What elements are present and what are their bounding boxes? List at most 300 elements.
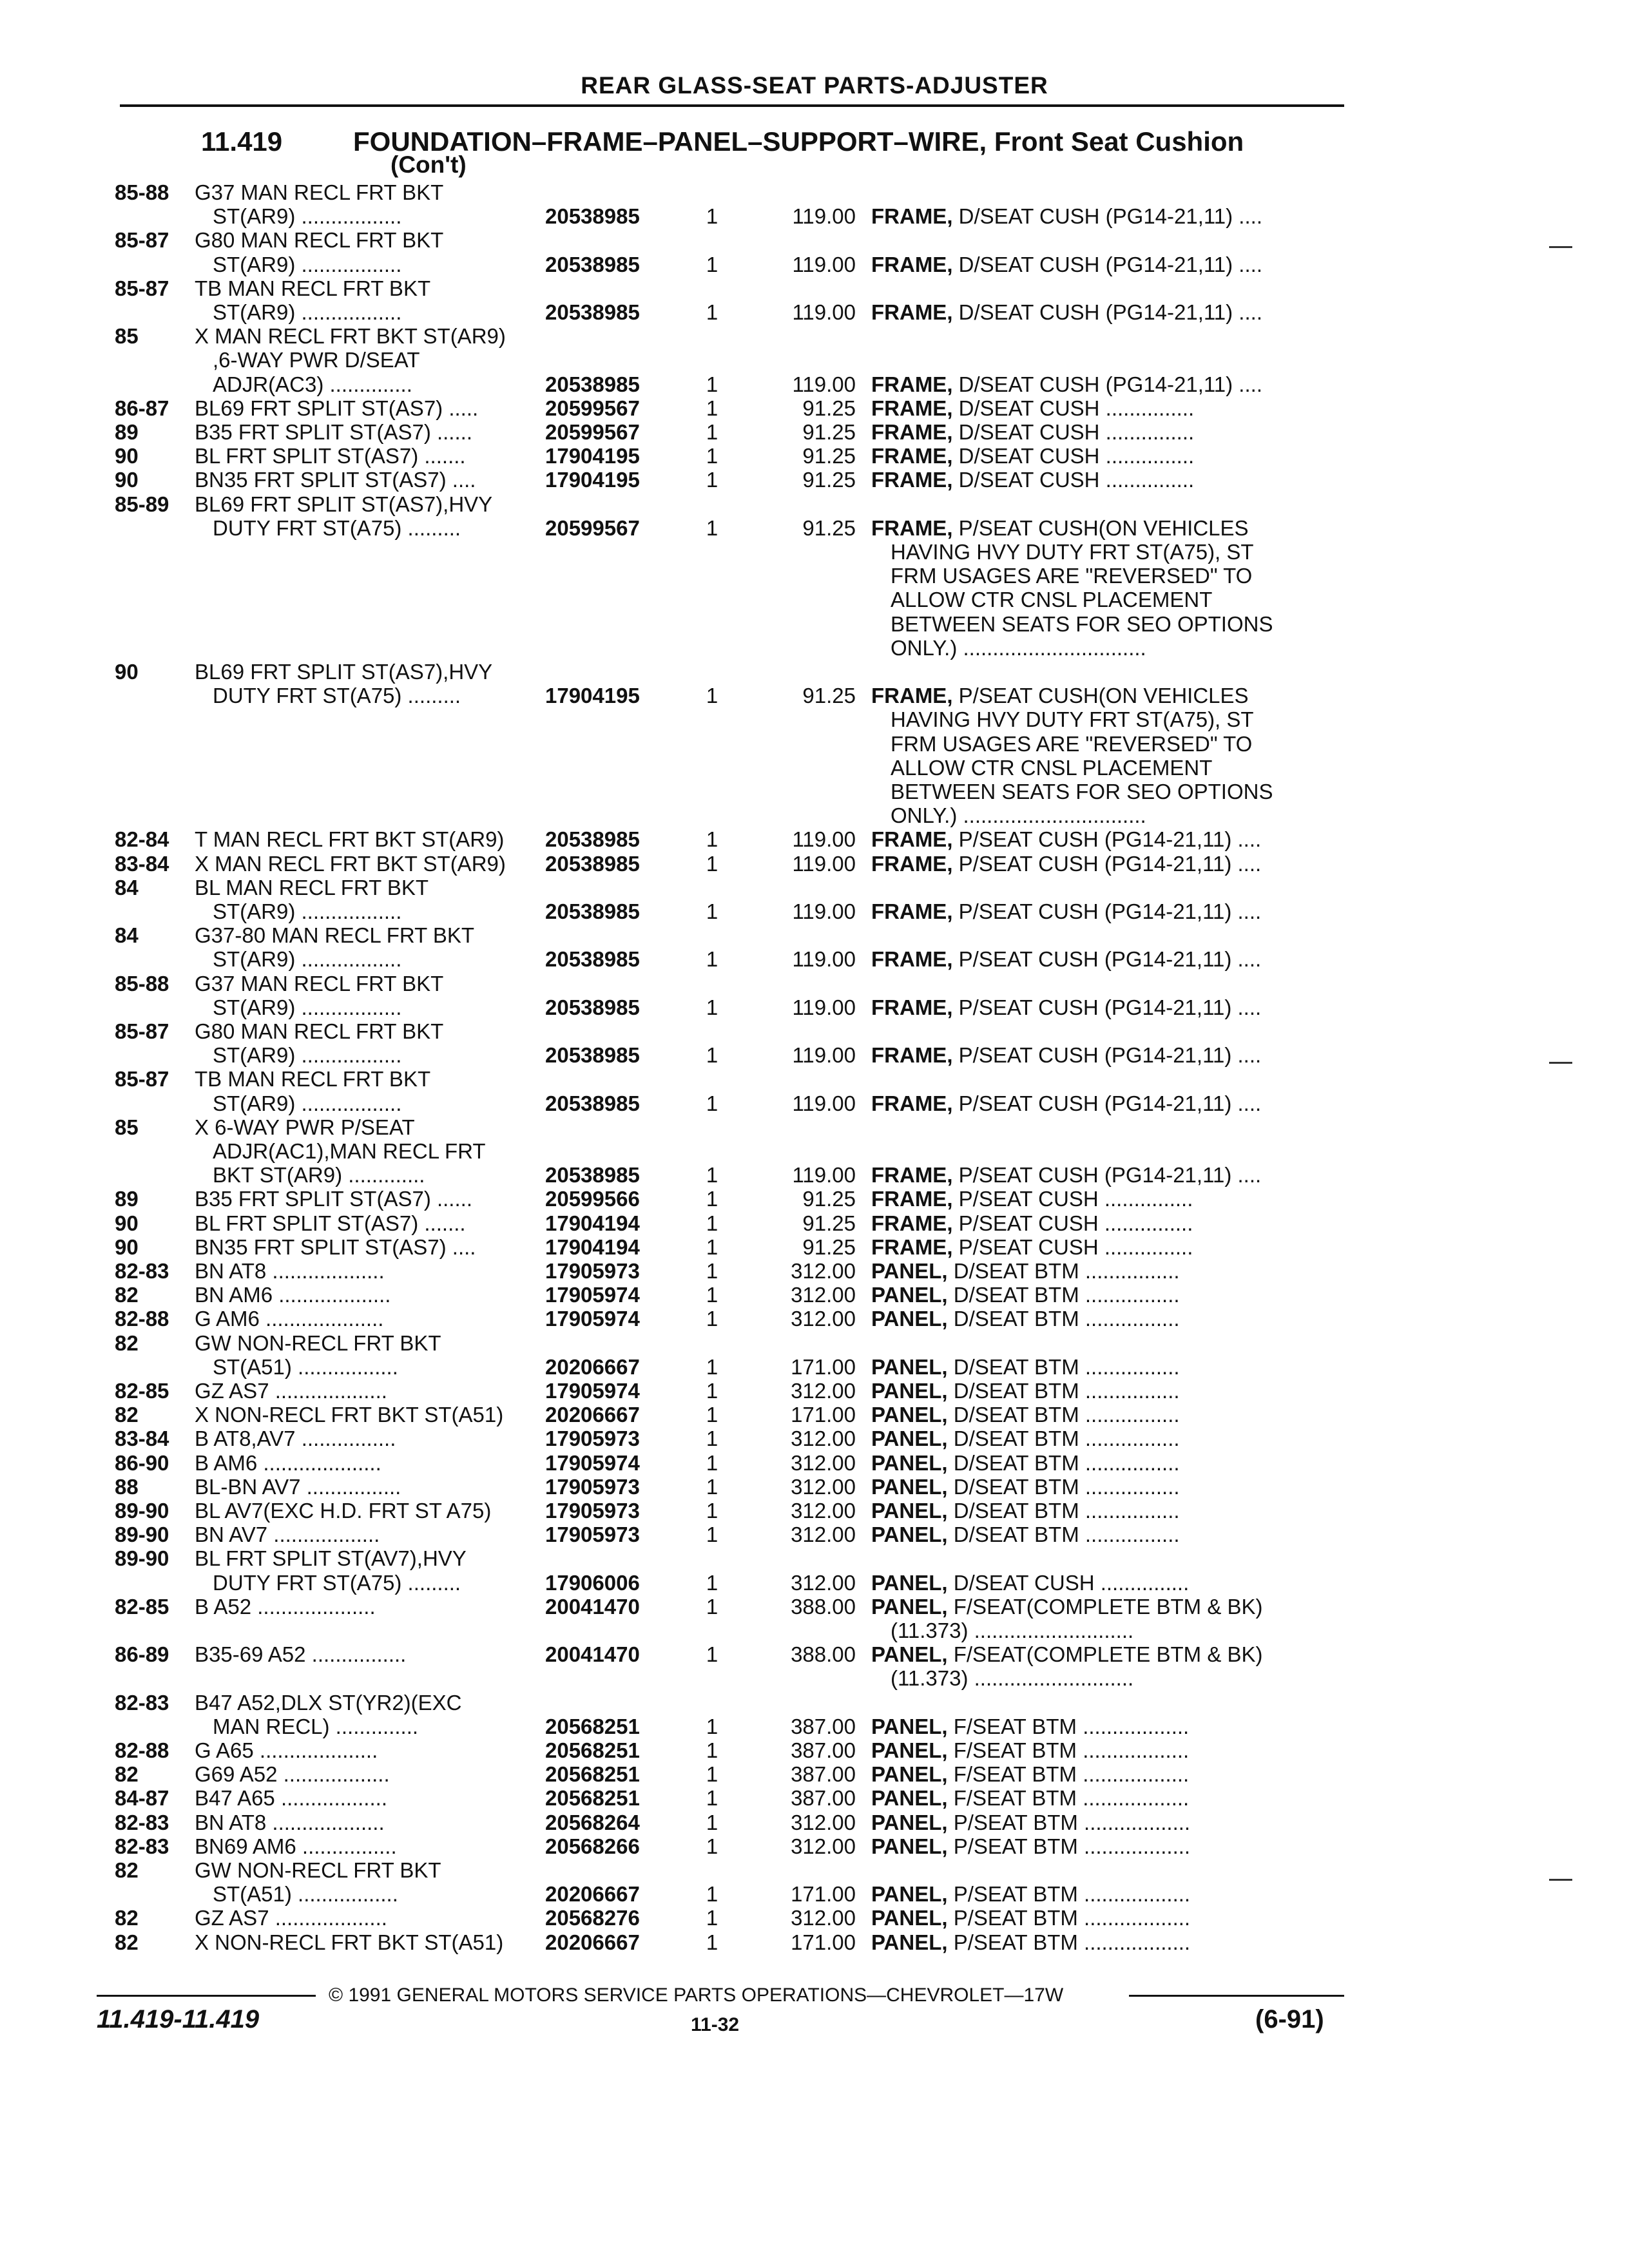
part-type: PANEL, [871,1642,948,1666]
table-row [0,1019,1629,1043]
model-description: TB MAN RECL FRT BKT [195,1067,431,1091]
part-number: 20538985 [545,852,640,876]
model-description: B A52 .................... [195,1595,376,1619]
part-detail: P/SEAT CUSH (PG14-21,11) .... [952,827,1262,851]
price: 119.00 [792,1043,856,1067]
price: 91.25 [802,1235,856,1259]
part-description [871,684,1347,707]
quantity: 1 [706,1642,718,1666]
quantity: 1 [706,1091,718,1115]
running-head: REAR GLASS-SEAT PARTS-ADJUSTER [581,72,1048,99]
part-description [871,253,1347,276]
table-row [0,876,1629,899]
table-row [0,707,1629,731]
price: 312.00 [791,1379,856,1403]
table-row [0,300,1629,324]
model-description: G80 MAN RECL FRT BKT [195,1019,444,1043]
table-row [0,1715,1629,1738]
part-number: 20538985 [545,300,640,324]
quantity: 1 [706,516,718,540]
part-description [871,827,1347,851]
part-description [871,995,1347,1019]
model-year: 82-83 [115,1259,169,1283]
table-row [0,1379,1629,1403]
model-description: BL MAN RECL FRT BKT [195,876,429,899]
part-type: PANEL, [871,1571,948,1595]
model-description: B47 A65 .................. [195,1786,387,1810]
price: 312.00 [791,1283,856,1307]
part-description [871,1379,1347,1403]
part-type: FRAME, [871,444,953,468]
margin-tick [1549,1879,1572,1881]
quantity: 1 [706,1762,718,1786]
part-description [871,1451,1347,1475]
part-detail: F/SEAT BTM .................. [947,1738,1190,1762]
part-number: 20538985 [545,253,640,276]
part-description [891,588,1366,611]
part-description [871,1930,1347,1954]
table-row [0,1834,1629,1858]
part-type: FRAME, [871,852,953,876]
part-detail: D/SEAT BTM ................ [947,1379,1180,1403]
model-description: BL FRT SPLIT ST(AV7),HVY [195,1546,467,1570]
table-row [0,1283,1629,1307]
part-detail: D/SEAT BTM ................ [947,1523,1180,1546]
quantity: 1 [706,1811,718,1834]
table-row [0,1882,1629,1906]
model-description: G37 MAN RECL FRT BKT [195,180,444,204]
model-year: 85-88 [115,180,169,204]
section-range: 11.419-11.419 [97,2005,260,2033]
model-description: G37 MAN RECL FRT BKT [195,972,444,995]
part-type: FRAME, [871,1043,953,1067]
price: 171.00 [791,1882,856,1906]
part-type: FRAME, [871,947,953,971]
model-description: G A65 .................... [195,1738,378,1762]
quantity: 1 [706,827,718,851]
model-year: 82 [115,1930,139,1954]
part-detail: P/SEAT CUSH (PG14-21,11) .... [952,1091,1262,1115]
part-description [871,1523,1347,1546]
part-type: PANEL, [871,1427,948,1450]
model-year: 85-87 [115,1019,169,1043]
model-year: 82-88 [115,1738,169,1762]
model-year: 82 [115,1906,139,1930]
model-year: 84-87 [115,1786,169,1810]
quantity: 1 [706,995,718,1019]
part-description [871,204,1347,228]
part-number: 17905973 [545,1427,640,1450]
price: 312.00 [791,1834,856,1858]
table-row [0,348,1629,372]
part-detail: F/SEAT BTM .................. [947,1762,1190,1786]
quantity: 1 [706,684,718,707]
model-description: ST(AR9) ................. [213,899,402,923]
part-type: FRAME, [871,1211,953,1235]
part-type: FRAME, [871,204,953,228]
part-detail: D/SEAT CUSH ............... [952,468,1195,492]
part-type: PANEL, [871,1906,948,1930]
part-detail: D/SEAT BTM ................ [947,1259,1180,1283]
table-row [0,756,1629,780]
table-row [0,204,1629,228]
part-detail: D/SEAT CUSH (PG14-21,11) .... [952,372,1262,396]
quantity: 1 [706,1355,718,1379]
section-subtitle: (Con't) [390,151,467,178]
part-number: 20568251 [545,1786,640,1810]
price: 91.25 [802,1211,856,1235]
part-description [871,899,1347,923]
table-row [0,396,1629,420]
part-detail: D/SEAT CUSH ............... [952,396,1195,420]
part-detail: P/SEAT CUSH (PG14-21,11) .... [952,899,1262,923]
part-number: 20206667 [545,1403,640,1427]
table-row [0,803,1629,827]
table-row [0,1115,1629,1139]
model-year: 89 [115,420,139,444]
part-description [871,1403,1347,1427]
part-description [871,372,1347,396]
table-row [0,1546,1629,1570]
table-row [0,1571,1629,1595]
part-description [871,1259,1347,1283]
model-description: G69 A52 .................. [195,1762,390,1786]
model-year: 88 [115,1475,139,1499]
price: 119.00 [792,300,856,324]
table-row [0,1691,1629,1715]
part-number: 17904195 [545,444,640,468]
part-description [871,947,1347,971]
price: 119.00 [792,852,856,876]
price: 119.00 [792,899,856,923]
quantity: 1 [706,420,718,444]
price: 91.25 [802,444,856,468]
quantity: 1 [706,947,718,971]
part-description [871,1595,1347,1619]
model-description: BL FRT SPLIT ST(AS7) ....... [195,444,466,468]
table-row [0,852,1629,876]
margin-tick [1549,246,1572,248]
table-row [0,1451,1629,1475]
part-description [891,732,1366,756]
table-row [0,899,1629,923]
part-detail: D/SEAT CUSH ............... [947,1571,1190,1595]
part-type: PANEL, [871,1738,948,1762]
table-row [0,923,1629,947]
price: 387.00 [791,1762,856,1786]
part-detail: ONLY.) ............................... [891,803,1146,827]
price: 91.25 [802,420,856,444]
model-description: DUTY FRT ST(A75) ......... [213,516,461,540]
model-description: G AM6 .................... [195,1307,384,1331]
model-description: BL69 FRT SPLIT ST(AS7) ..... [195,396,479,420]
price: 312.00 [791,1499,856,1523]
quantity: 1 [706,444,718,468]
model-description: BN35 FRT SPLIT ST(AS7) .... [195,468,476,492]
table-row [0,660,1629,684]
part-description [891,707,1366,731]
price: 312.00 [791,1451,856,1475]
part-type: FRAME, [871,1187,953,1211]
model-description: ST(AR9) ................. [213,300,402,324]
part-detail: P/SEAT BTM .................. [947,1811,1191,1834]
price: 119.00 [792,947,856,971]
table-row [0,1355,1629,1379]
model-description: BN AM6 ................... [195,1283,391,1307]
part-detail: ALLOW CTR CNSL PLACEMENT [891,756,1213,780]
model-year: 85-87 [115,1067,169,1091]
part-type: PANEL, [871,1595,948,1619]
price: 387.00 [791,1738,856,1762]
part-description [871,1762,1347,1786]
quantity: 1 [706,1930,718,1954]
model-description: BL AV7(EXC H.D. FRT ST A75) [195,1499,492,1523]
part-type: PANEL, [871,1834,948,1858]
model-year: 84 [115,923,139,947]
quantity: 1 [706,1307,718,1331]
part-description [891,1619,1366,1642]
quantity: 1 [706,204,718,228]
section-number: 11.419 [201,126,283,157]
model-description: BN35 FRT SPLIT ST(AS7) .... [195,1235,476,1259]
part-type: FRAME, [871,420,953,444]
table-row [0,564,1629,588]
part-detail: D/SEAT CUSH (PG14-21,11) .... [952,300,1262,324]
part-type: FRAME, [871,516,953,540]
part-number: 20599566 [545,1187,640,1211]
part-type: PANEL, [871,1882,948,1906]
part-detail: P/SEAT CUSH (PG14-21,11) .... [952,947,1262,971]
part-detail: P/SEAT BTM .................. [947,1906,1191,1930]
model-year: 90 [115,1211,139,1235]
table-row [0,1187,1629,1211]
part-type: PANEL, [871,1403,948,1427]
part-number: 17905973 [545,1475,640,1499]
part-description [871,852,1347,876]
part-type: PANEL, [871,1762,948,1786]
model-year: 82-83 [115,1691,169,1715]
price: 119.00 [792,372,856,396]
model-description: BN AV7 .................. [195,1523,380,1546]
model-year: 83-84 [115,852,169,876]
model-year: 84 [115,876,139,899]
part-detail: (11.373) ........................... [891,1666,1134,1690]
part-detail: D/SEAT BTM ................ [947,1451,1180,1475]
quantity: 1 [706,1283,718,1307]
price: 312.00 [791,1571,856,1595]
part-type: FRAME, [871,827,953,851]
table-row [0,1930,1629,1954]
quantity: 1 [706,253,718,276]
part-number: 20538985 [545,827,640,851]
table-row [0,1067,1629,1091]
section-title: FOUNDATION–FRAME–PANEL–SUPPORT–WIRE, Front Seat Cushion [353,126,1244,157]
part-detail: FRM USAGES ARE "REVERSED" TO [891,564,1253,588]
table-row [0,1475,1629,1499]
part-description [871,1427,1347,1450]
price: 119.00 [792,253,856,276]
model-year: 82-84 [115,827,169,851]
part-detail: P/SEAT BTM .................. [947,1930,1191,1954]
model-year: 85-88 [115,972,169,995]
part-detail: ONLY.) ............................... [891,636,1146,660]
quantity: 1 [706,300,718,324]
quantity: 1 [706,1043,718,1067]
model-description: BL FRT SPLIT ST(AS7) ....... [195,1211,466,1235]
model-description: BN69 AM6 ................ [195,1834,397,1858]
price: 312.00 [791,1475,856,1499]
part-type: PANEL, [871,1499,948,1523]
model-description: ST(AR9) ................. [213,947,402,971]
table-row [0,636,1629,660]
table-row [0,1139,1629,1163]
part-detail: P/SEAT CUSH (PG14-21,11) .... [952,1163,1262,1187]
part-detail: D/SEAT BTM ................ [947,1475,1180,1499]
model-description: ST(A51) ................. [213,1882,398,1906]
part-description [871,1187,1347,1211]
model-description: GZ AS7 ................... [195,1379,387,1403]
quantity: 1 [706,899,718,923]
quantity: 1 [706,1499,718,1523]
part-number: 20538985 [545,1091,640,1115]
table-row [0,420,1629,444]
part-detail: F/SEAT(COMPLETE BTM & BK) [947,1642,1263,1666]
part-description [871,1834,1347,1858]
part-number: 17905974 [545,1379,640,1403]
part-description [871,1811,1347,1834]
quantity: 1 [706,852,718,876]
price: 119.00 [792,204,856,228]
revision-date: (6-91) [1255,2005,1324,2033]
table-row [0,1811,1629,1834]
part-type: PANEL, [871,1523,948,1546]
part-description [891,780,1366,803]
model-year: 82-85 [115,1595,169,1619]
price: 119.00 [792,827,856,851]
model-year: 85 [115,324,139,348]
table-row [0,1906,1629,1930]
part-detail: P/SEAT CUSH ............... [952,1235,1193,1259]
price: 119.00 [792,995,856,1019]
part-detail: P/SEAT CUSH(ON VEHICLES [952,684,1249,707]
table-row [0,180,1629,204]
part-number: 20206667 [545,1882,640,1906]
quantity: 1 [706,1403,718,1427]
table-row [0,1307,1629,1331]
page-number: 11-32 [691,2014,740,2035]
part-detail: D/SEAT CUSH (PG14-21,11) .... [952,204,1262,228]
model-year: 82-83 [115,1811,169,1834]
part-detail: BETWEEN SEATS FOR SEO OPTIONS [891,612,1273,636]
model-year: 86-87 [115,396,169,420]
table-row [0,1499,1629,1523]
model-description: G37-80 MAN RECL FRT BKT [195,923,475,947]
part-type: FRAME, [871,253,953,276]
table-row [0,1595,1629,1619]
part-description [871,1715,1347,1738]
table-row [0,972,1629,995]
model-description: B35 FRT SPLIT ST(AS7) ...... [195,1187,472,1211]
model-description: BL69 FRT SPLIT ST(AS7),HVY [195,492,493,516]
quantity: 1 [706,1427,718,1450]
part-description [871,1211,1347,1235]
model-description: X 6-WAY PWR P/SEAT [195,1115,415,1139]
model-year: 85 [115,1115,139,1139]
part-description [871,1043,1347,1067]
part-description [871,1307,1347,1331]
part-number: 20568251 [545,1715,640,1738]
part-detail: P/SEAT CUSH ............... [952,1211,1193,1235]
part-number: 20599567 [545,396,640,420]
model-description: ADJR(AC1),MAN RECL FRT [213,1139,486,1163]
part-number: 20538985 [545,204,640,228]
table-row [0,324,1629,348]
part-type: PANEL, [871,1930,948,1954]
part-type: FRAME, [871,1235,953,1259]
part-type: PANEL, [871,1379,948,1403]
price: 91.25 [802,396,856,420]
model-year: 82 [115,1331,139,1355]
model-year: 83-84 [115,1427,169,1450]
model-description: ST(AR9) ................. [213,995,402,1019]
model-description: TB MAN RECL FRT BKT [195,276,431,300]
copyright-notice: © 1991 GENERAL MOTORS SERVICE PARTS OPERATIONS—CHEVROLET—17W [329,1984,1064,2006]
model-description: BN AT8 ................... [195,1259,385,1283]
part-description [871,1283,1347,1307]
part-type: PANEL, [871,1307,948,1331]
part-description [891,756,1366,780]
model-year: 82 [115,1283,139,1307]
price: 312.00 [791,1811,856,1834]
part-type: PANEL, [871,1475,948,1499]
model-year: 82 [115,1762,139,1786]
part-detail: P/SEAT CUSH (PG14-21,11) .... [952,1043,1262,1067]
table-row [0,253,1629,276]
model-description: B AM6 .................... [195,1451,381,1475]
model-description: ADJR(AC3) .............. [213,372,412,396]
model-year: 90 [115,444,139,468]
part-type: PANEL, [871,1451,948,1475]
model-description: DUTY FRT ST(A75) ......... [213,1571,461,1595]
part-number: 20568276 [545,1906,640,1930]
model-year: 86-89 [115,1642,169,1666]
model-description: GW NON-RECL FRT BKT [195,1331,441,1355]
part-detail: (11.373) ........................... [891,1619,1134,1642]
part-description [891,540,1366,564]
quantity: 1 [706,396,718,420]
part-detail: P/SEAT CUSH(ON VEHICLES [952,516,1249,540]
part-type: FRAME, [871,468,953,492]
part-number: 20538985 [545,372,640,396]
table-row [0,444,1629,468]
part-number: 17905974 [545,1283,640,1307]
part-detail: D/SEAT BTM ................ [947,1499,1180,1523]
model-description: ST(AR9) ................. [213,204,402,228]
model-year: 90 [115,468,139,492]
part-description [871,1786,1347,1810]
part-type: PANEL, [871,1259,948,1283]
part-description [871,1642,1347,1666]
model-year: 85-87 [115,276,169,300]
model-year: 89 [115,1187,139,1211]
table-row [0,1786,1629,1810]
part-type: FRAME, [871,396,953,420]
model-description: ,6-WAY PWR D/SEAT [213,348,420,372]
quantity: 1 [706,1715,718,1738]
part-description [871,1235,1347,1259]
part-detail: HAVING HVY DUTY FRT ST(A75), ST [891,540,1254,564]
part-description [871,1475,1347,1499]
